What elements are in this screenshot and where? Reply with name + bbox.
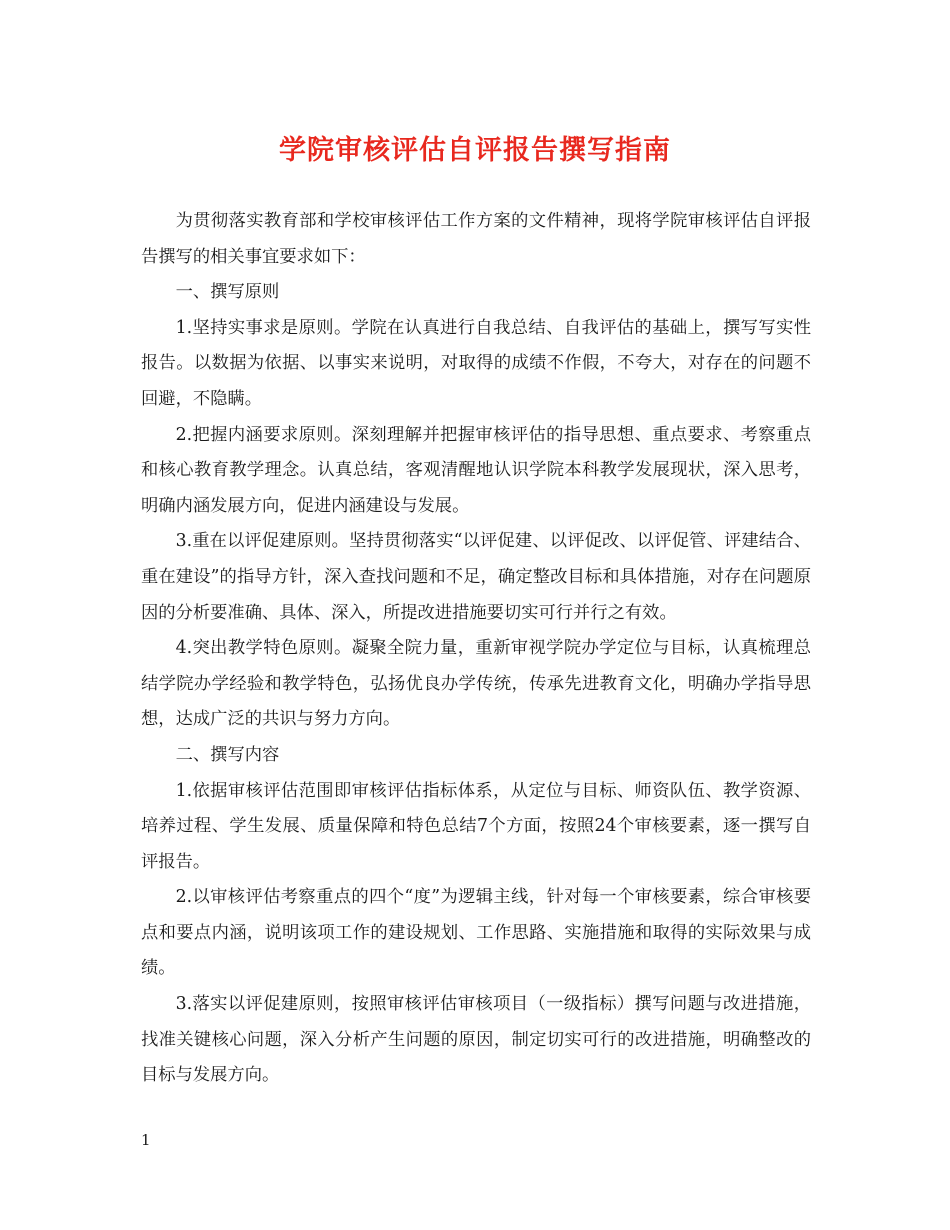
paragraph-content-2: 2.以审核评估考察重点的四个“度”为逻辑主线，针对每一个审核要素，综合审核要点和要点内涵，说明该项工作的建设规划、工作思路、实施措施和取得的实际效果与成绩。 [141, 887, 811, 979]
section-heading-content: 二、撰写内容 [175, 744, 280, 765]
paragraph-principle-1: 1.坚持实事求是原则。学院在认真进行自我总结、自我评估的基础上，撰写写实性报告。以数据为依据、以事实来说明，对取得的成绩不作假，不夸大，对存在的问题不回避，不隐瞒。 [141, 317, 811, 409]
document-body [141, 204, 811, 1094]
page-number: 1 [141, 1131, 151, 1149]
section-heading-principles: 一、撰写原则 [175, 282, 280, 303]
document-title: 学院审核评估自评报告撰写指南 [279, 135, 671, 166]
paragraph-content-3: 3.落实以评促建原则，按照审核评估审核项目（一级指标）撰写问题与改进措施，找准关键核心问题，深入分析产生问题的原因，制定切实可行的改进措施，明确整改的目标与发展方向。 [141, 994, 811, 1086]
paragraph-principle-4: 4.突出教学特色原则。凝聚全院力量，重新审视学院办学定位与目标，认真梳理总结学院办学经验和教学特色，弘扬优良办学传统，传承先进教育文化，明确办学指导思想，达成广泛的共识与努力方向。 [141, 638, 811, 730]
paragraph-principle-3: 3.重在以评促建原则。坚持贯彻落实“以评促建、以评促改、以评促管、评建结合、重在建设”的指导方针，深入查找问题和不足，确定整改目标和具体措施，对存在问题原因的分析要准确、具体、深入，所提改进措施要切实可行并行之有效。 [141, 531, 811, 623]
paragraph-content-1: 1.依据审核评估范围即审核评估指标体系，从定位与目标、师资队伍、教学资源、培养过程、学生发展、质量保障和特色总结7个方面，按照24个审核要素，逐一撰写自评报告。 [141, 780, 811, 872]
paragraph-principle-2: 2.把握内涵要求原则。深刻理解并把握审核评估的指导思想、重点要求、考察重点和核心教育教学理念。认真总结，客观清醒地认识学院本科教学发展现状，深入思考，明确内涵发展方向，促进内涵建设与发展。 [141, 424, 811, 516]
paragraph-intro: 为贯彻落实教育部和学校审核评估工作方案的文件精神，现将学院审核评估自评报告撰写的相关事宜要求如下： [141, 211, 811, 267]
